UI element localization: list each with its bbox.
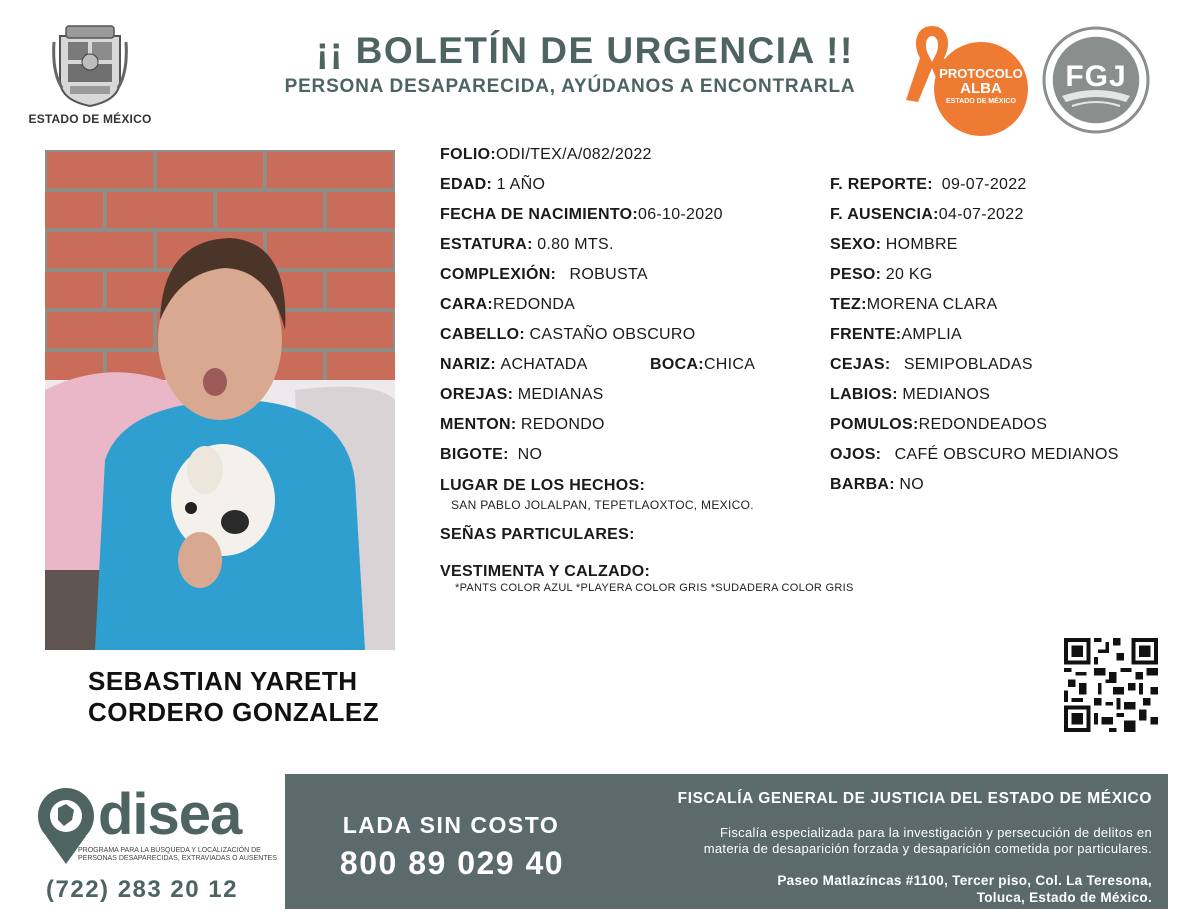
frente-label: FRENTE: (830, 326, 902, 343)
orejas-value: MEDIANAS (517, 386, 604, 403)
cejas-value: SEMIPOBLADAS (903, 356, 1033, 373)
folio-value: ODI/TEX/A/082/2022 (496, 146, 652, 163)
fecha-nacimiento-value: 06-10-2020 (638, 206, 723, 223)
lugar-hechos-value: SAN PABLO JOLALPAN, TEPETLAOXTOC, MEXICO. (451, 498, 754, 512)
field-orejas (440, 385, 604, 405)
alba-state-label: ESTADO DE MÉXICO (946, 98, 1016, 105)
peso-value: 20 KG (885, 266, 933, 283)
edad-value: 1 AÑO (496, 176, 546, 193)
field-labios (830, 385, 990, 405)
sexo-label: SEXO: (830, 236, 882, 253)
f-reporte-value: 09-07-2022 (941, 176, 1027, 193)
labios-label: LABIOS: (830, 386, 898, 403)
folio-label: FOLIO: (440, 146, 497, 163)
cabello-label: CABELLO: (440, 326, 526, 343)
person-name-line2: CORDERO GONZALEZ (88, 697, 380, 727)
nariz-label: NARIZ: (440, 356, 497, 373)
odisea-wordmark: disea (98, 782, 242, 847)
edad-label: EDAD: (440, 176, 493, 193)
lada-sin-costo-label: LADA SIN COSTO (342, 812, 560, 838)
fgj-label: FGJ (1065, 60, 1127, 93)
field-cejas (830, 355, 1033, 375)
field-menton (440, 415, 605, 435)
odisea-tagline: PROGRAMA PARA LA BÚSQUEDA Y LOCALIZACIÓN DE PERSONAS DESAPARECIDAS, EXTRAVIADAS O AUSENTES (78, 847, 277, 862)
alba-label: ALBA (960, 80, 1002, 97)
field-vestimenta (440, 562, 650, 582)
pomulos-value: REDONDEADOS (918, 416, 1048, 433)
protocolo-label: PROTOCOLO (939, 66, 1023, 81)
fiscalia-desc-line2: materia de desaparición forzada y desaparición cometida por particulares. (703, 841, 1152, 856)
bulletin-subtitle: PERSONA DESAPARECIDA, AYÚDANOS A ENCONTRARLA (284, 76, 856, 97)
fiscalia-address (640, 872, 1152, 906)
odisea-phone[interactable]: (722) 283 20 12 (46, 876, 238, 903)
peso-label: PESO: (830, 266, 882, 283)
field-edad (440, 175, 545, 195)
fiscalia-title: FISCALÍA GENERAL DE JUSTICIA DEL ESTADO DE MÉXICO (677, 790, 1152, 807)
ojos-label: OJOS: (830, 446, 882, 463)
cara-label: CARA: (440, 296, 494, 313)
vestimenta-label: VESTIMENTA Y CALZADO: (440, 563, 651, 580)
field-estatura (440, 235, 614, 255)
boca-value: CHICA (703, 356, 756, 373)
field-f-reporte (830, 175, 1027, 195)
state-label: ESTADO DE MÉXICO (28, 112, 152, 126)
fiscalia-desc-line1: Fiscalía especializada para la investigación y persecución de delitos en (719, 825, 1152, 840)
field-fecha-nacimiento (440, 205, 723, 225)
boca-label: BOCA: (650, 356, 704, 373)
address-line2: Toluca, Estado de México. (976, 890, 1152, 905)
qr-code-icon[interactable] (1064, 638, 1158, 732)
field-peso (830, 265, 933, 285)
ojos-value: CAFÉ OBSCURO MEDIANOS (894, 446, 1119, 463)
nariz-value: ACHATADA (500, 356, 588, 373)
field-f-ausencia (830, 205, 1024, 225)
labios-value: MEDIANOS (902, 386, 991, 403)
frente-value: AMPLIA (901, 326, 962, 343)
f-ausencia-value: 04-07-2022 (938, 206, 1024, 223)
fgj-seal (1042, 26, 1150, 134)
field-senas-particulares (440, 525, 635, 545)
barba-label: BARBA: (830, 476, 895, 493)
sexo-value: HOMBRE (885, 236, 958, 253)
field-cabello (440, 325, 696, 345)
pomulos-label: POMULOS: (830, 416, 919, 433)
field-boca (650, 355, 755, 375)
field-cara (440, 295, 575, 315)
fecha-nacimiento-label: FECHA DE NACIMIENTO: (440, 206, 638, 223)
f-ausencia-label: F. AUSENCIA: (830, 206, 939, 223)
field-tez (830, 295, 998, 315)
field-pomulos (830, 415, 1047, 435)
complexion-value: ROBUSTA (569, 266, 648, 283)
bulletin-title: ¡¡ BOLETÍN DE URGENCIA !! (316, 30, 854, 71)
estatura-label: ESTATURA: (440, 236, 533, 253)
field-nariz (440, 355, 588, 375)
field-bigote (440, 445, 542, 465)
senas-label: SEÑAS PARTICULARES: (440, 526, 635, 543)
vestimenta-value: *PANTS COLOR AZUL *PLAYERA COLOR GRIS *SUDADERA COLOR GRIS (455, 582, 854, 594)
field-frente (830, 325, 962, 345)
cabello-value: CASTAÑO OBSCURO (529, 326, 696, 343)
field-sexo (830, 235, 958, 255)
field-lugar-hechos (440, 476, 645, 496)
orejas-label: OREJAS: (440, 386, 514, 403)
menton-label: MENTON: (440, 416, 517, 433)
estatura-value: 0.80 MTS. (537, 236, 614, 253)
field-barba (830, 475, 924, 495)
tez-label: TEZ: (830, 296, 867, 313)
field-folio (440, 145, 652, 165)
missing-person-name (88, 666, 428, 728)
bigote-label: BIGOTE: (440, 446, 509, 463)
bigote-value: NO (517, 446, 543, 463)
f-reporte-label: F. REPORTE: (830, 176, 933, 193)
state-crest-icon (52, 22, 128, 108)
complexion-label: COMPLEXIÓN: (440, 266, 557, 283)
field-ojos (830, 445, 1119, 465)
cejas-label: CEJAS: (830, 356, 891, 373)
tez-value: MORENA CLARA (866, 296, 998, 313)
fiscalia-description (600, 825, 1152, 857)
lugar-hechos-label: LUGAR DE LOS HECHOS: (440, 477, 646, 494)
field-complexion (440, 265, 648, 285)
barba-value: NO (899, 476, 924, 493)
cara-value: REDONDA (493, 296, 576, 313)
missing-person-photo (45, 150, 395, 650)
toll-free-number[interactable]: 800 89 029 40 (339, 845, 565, 881)
person-name-line1: SEBASTIAN YARETH (88, 666, 358, 696)
menton-value: REDONDO (520, 416, 605, 433)
protocolo-alba-logo (902, 22, 1032, 134)
address-line1: Paseo Matlazíncas #1100, Tercer piso, Col. La Teresona, (777, 873, 1152, 888)
